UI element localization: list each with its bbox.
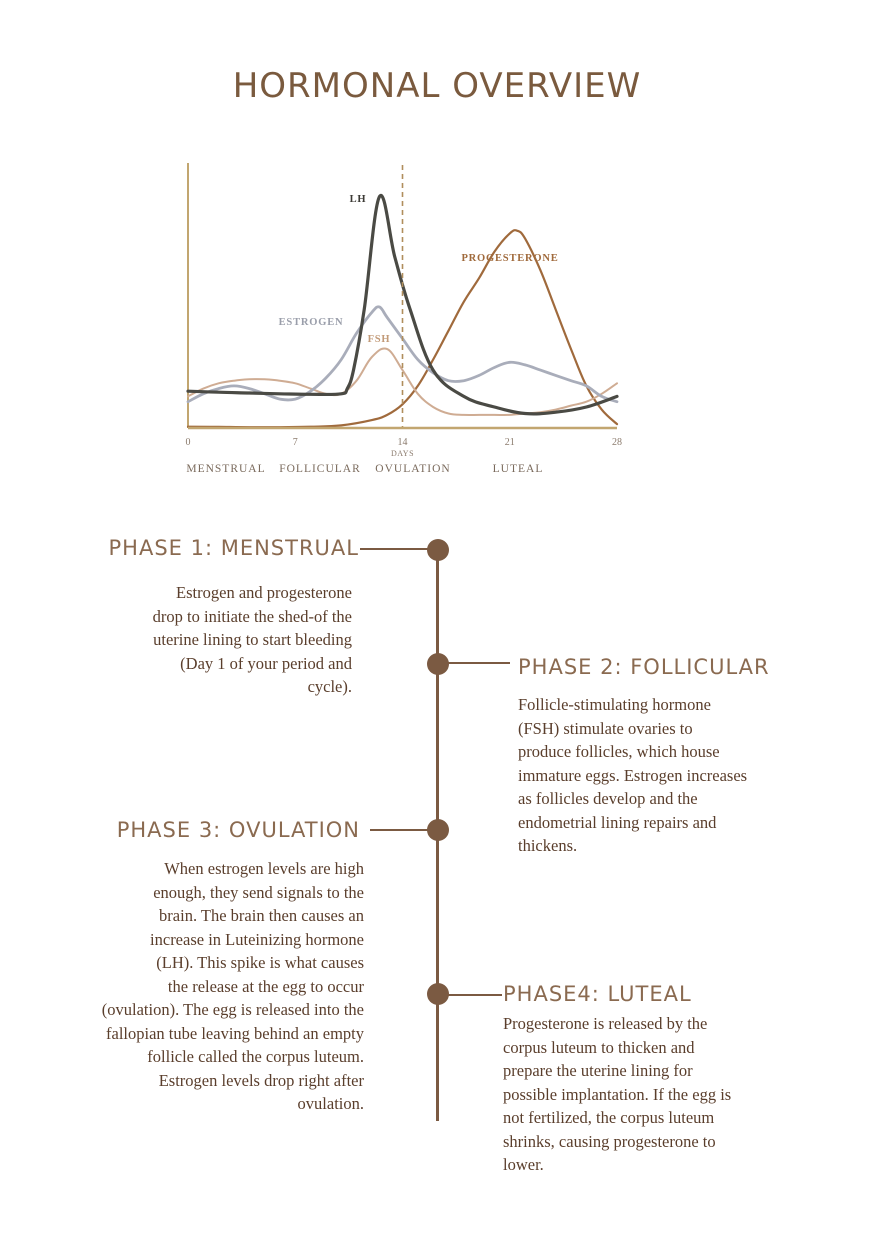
series-label-progesterone: PROGESTERONE bbox=[461, 253, 559, 264]
phase-3-line: ovulation. bbox=[297, 1094, 364, 1113]
phase-1-title: PHASE 1: MENSTRUAL bbox=[108, 536, 359, 560]
phase-3-line: When estrogen levels are high bbox=[164, 859, 364, 878]
phase-3-title: PHASE 3: OVULATION bbox=[116, 818, 360, 842]
phase-2-line: immature eggs. Estrogen increases bbox=[518, 765, 748, 785]
phase-1-line: uterine lining to start bleeding bbox=[153, 630, 352, 649]
phase-3-line: brain. The brain then causes an bbox=[159, 906, 364, 925]
phase-label: MENSTRUAL bbox=[186, 463, 266, 475]
phase-label: LUTEAL bbox=[492, 463, 544, 475]
phase-4-line: not fertilized, the corpus luteum bbox=[503, 1108, 715, 1127]
phase-2-line: (FSH) stimulate ovaries to bbox=[518, 718, 693, 738]
phase-3-line: follicle called the corpus luteum. bbox=[147, 1047, 364, 1066]
series-label-estrogen: ESTROGEN bbox=[278, 317, 344, 328]
x-tick-label: 21 bbox=[504, 437, 515, 448]
phase-1-line: cycle). bbox=[307, 677, 352, 696]
phase-3-line: enough, they send signals to the bbox=[153, 882, 364, 902]
phase-3-line: (ovulation). The egg is released into the bbox=[101, 1000, 364, 1019]
phase-3-line: Estrogen levels drop right after bbox=[158, 1070, 364, 1090]
page-title: HORMONAL OVERVIEW bbox=[232, 66, 642, 106]
phase-2-line: as follicles develop and the bbox=[518, 789, 698, 808]
series-label-lh: LH bbox=[349, 194, 367, 205]
phase-4-line: Progesterone is released by the bbox=[503, 1014, 708, 1033]
phase-1-description bbox=[52, 581, 352, 699]
phase-4-line: lower. bbox=[503, 1155, 544, 1174]
x-tick-label: 0 bbox=[185, 437, 191, 448]
phase-2-dot bbox=[427, 653, 449, 675]
phase-1-line: drop to initiate the shed-of the bbox=[152, 606, 352, 626]
phase-3-line: increase in Luteinizing hormone bbox=[150, 929, 364, 949]
phase-2-description bbox=[518, 693, 818, 858]
phase-2-line: thickens. bbox=[518, 836, 578, 855]
series-label-fsh: FSH bbox=[367, 334, 391, 345]
phase-3-line: fallopian tube leaving behind an empty bbox=[106, 1023, 364, 1043]
phase-3-description bbox=[4, 857, 364, 1116]
x-tick-label: 28 bbox=[612, 437, 622, 448]
phase-4-description bbox=[503, 1012, 823, 1177]
phase-4-line: prepare the uterine lining for bbox=[503, 1061, 693, 1080]
x-tick-label: 14 bbox=[397, 437, 408, 448]
phase-2-line: Follicle-stimulating hormone bbox=[518, 695, 711, 714]
phase-1-dot bbox=[427, 539, 449, 561]
phase-2-line: produce follicles, which house bbox=[518, 742, 720, 761]
phase-4-line: possible implantation. If the egg is bbox=[503, 1084, 732, 1104]
phase-4-line: shrinks, causing progesterone to bbox=[503, 1131, 716, 1151]
phase-4-line: corpus luteum to thicken and bbox=[503, 1037, 695, 1057]
phase-4-dot bbox=[427, 983, 449, 1005]
phase-4-title: PHASE4: LUTEAL bbox=[503, 982, 692, 1006]
phase-2-line: endometrial lining repairs and bbox=[518, 812, 717, 832]
phase-1-line: (Day 1 of your period and bbox=[180, 653, 352, 673]
phase-3-line: the release at the egg to occur bbox=[167, 976, 364, 996]
phase-label: FOLLICULAR bbox=[279, 463, 361, 475]
x-axis-label: DAYS bbox=[390, 449, 415, 458]
phase-3-dot bbox=[427, 819, 449, 841]
hormone-chart bbox=[0, 0, 874, 500]
phase-label: OVULATION bbox=[375, 463, 451, 475]
phase-2-title: PHASE 2: FOLLICULAR bbox=[518, 655, 770, 679]
phase-3-line: (LH). This spike is what causes bbox=[156, 953, 364, 972]
x-tick-label: 7 bbox=[292, 437, 298, 448]
phase-1-line: Estrogen and progesterone bbox=[176, 583, 352, 602]
